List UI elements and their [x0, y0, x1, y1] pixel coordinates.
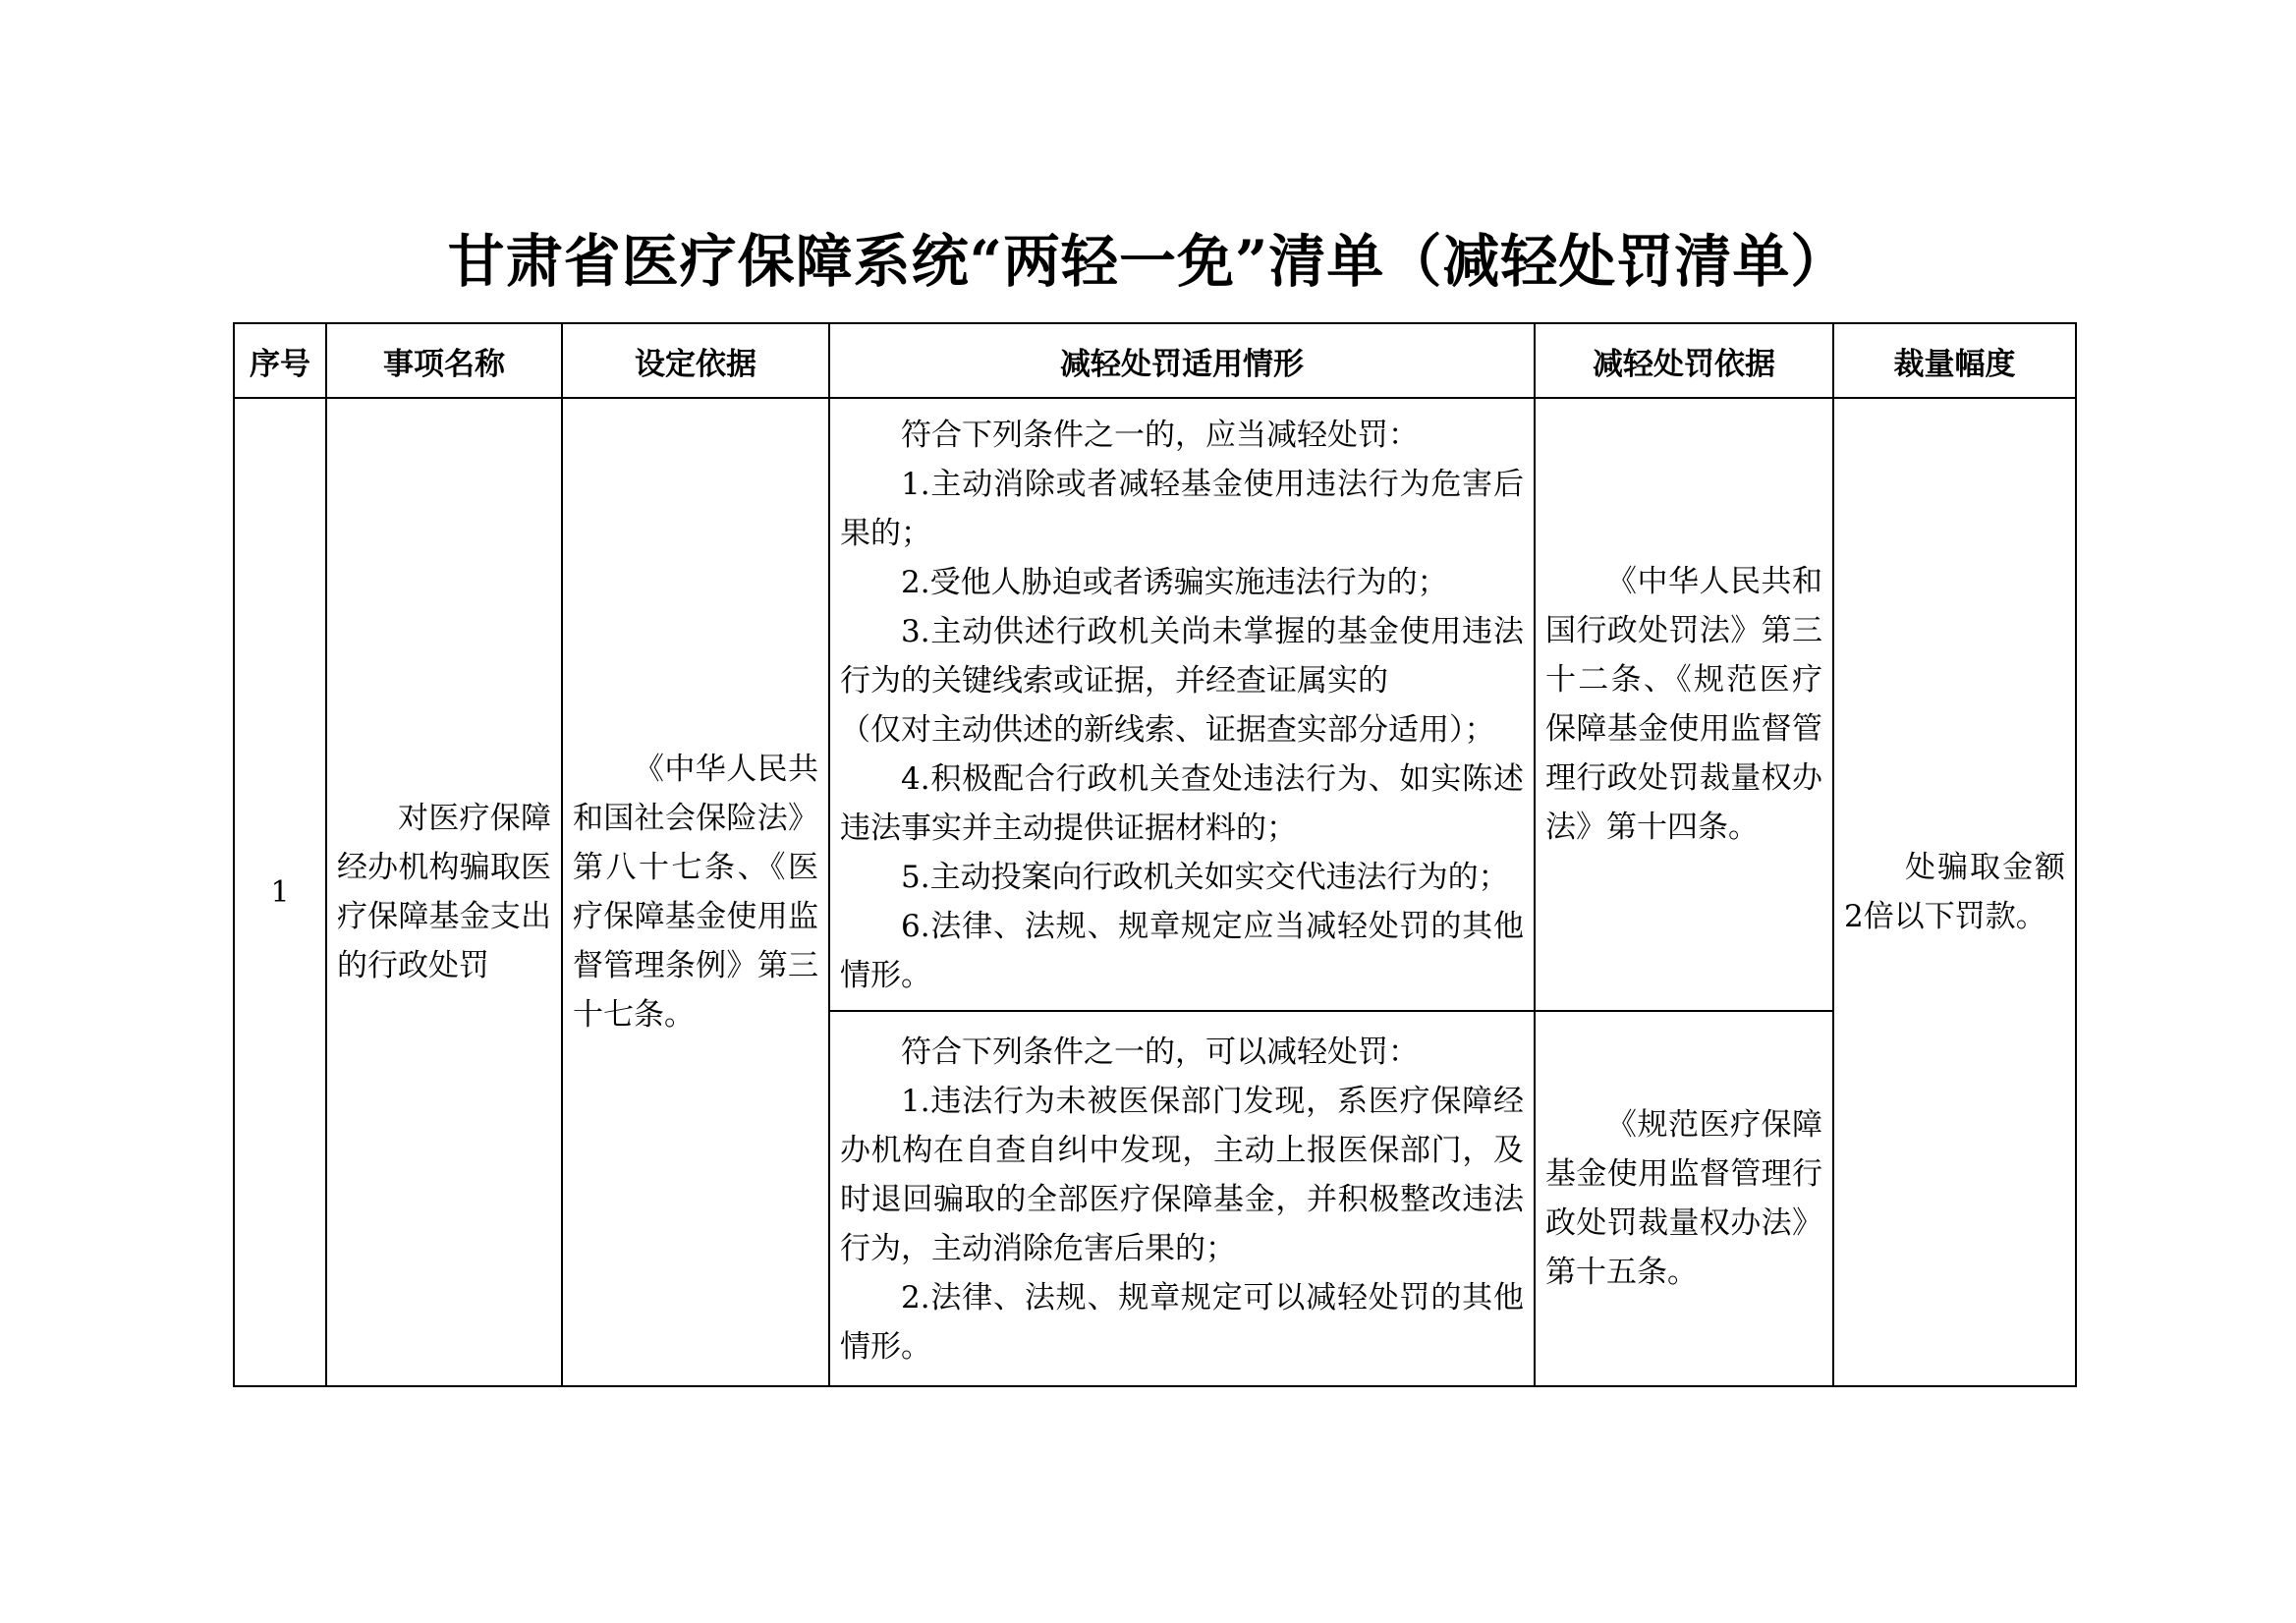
table-header-row [234, 323, 2076, 398]
item-name-cell [326, 398, 562, 1386]
condition-item: 1.违法行为未被医保部门发现，系医疗保障经办机构在自查自纠中发现，主动上报医保部门，及时退回骗取的全部医疗保障基金，并积极整改违法行为，主动消除危害后果的； [840, 1084, 1524, 1266]
discretion-range-cell [1833, 398, 2076, 1386]
page-title: 甘肃省医疗保障系统“两轻一免”清单（减轻处罚清单） [447, 228, 1849, 295]
condition-item: （仅对主动供述的新线索、证据查实部分适用）； [840, 712, 1495, 748]
table-row [234, 398, 2076, 1011]
header-discretion-range: 裁量幅度 [1833, 323, 2076, 398]
optional-conditions-cell [829, 1011, 1535, 1386]
condition-item: 符合下列条件之一的，应当减轻处罚： [901, 418, 1419, 453]
mandatory-conditions-list [830, 399, 1534, 1010]
condition-item: 2.受他人胁迫或者诱骗实施违法行为的； [901, 565, 1448, 600]
condition-item: 符合下列条件之一的，可以减轻处罚： [901, 1035, 1419, 1070]
discretion-range-text: 处骗取金额2倍以下罚款。 [1844, 850, 2065, 934]
mandatory-conditions-cell [829, 398, 1535, 1011]
header-item-name: 事项名称 [326, 323, 562, 398]
condition-item: 2.法律、法规、规章规定可以减轻处罚的其他情形。 [840, 1280, 1524, 1365]
mandatory-basis-text: 《中华人民共和国行政处罚法》第三十二条、《规范医疗保障基金使用监督管理行政处罚裁量权办法》第十四条。 [1545, 564, 1822, 845]
condition-item: 5.主动投案向行政机关如实交代违法行为的； [901, 860, 1509, 895]
condition-item: 1.主动消除或者减轻基金使用违法行为危害后果的； [840, 467, 1524, 551]
optional-basis-cell [1535, 1011, 1833, 1386]
item-name-text: 对医疗保障经办机构骗取医疗保障基金支出的行政处罚 [337, 801, 551, 983]
header-seq: 序号 [234, 323, 326, 398]
header-legal-basis: 设定依据 [562, 323, 829, 398]
legal-basis-text: 《中华人民共和国社会保险法》第八十七条、《医疗保障基金使用监督管理条例》第三十七条。 [573, 752, 818, 1033]
seq-cell: 1 [234, 398, 326, 1386]
header-mitigation-basis: 减轻处罚依据 [1535, 323, 1833, 398]
mandatory-basis-cell [1535, 398, 1833, 1011]
header-mitigation-conditions: 减轻处罚适用情形 [829, 323, 1535, 398]
condition-item: 3.主动供述行政机关尚未掌握的基金使用违法行为的关键线索或证据，并经查证属实的 [840, 614, 1524, 699]
penalty-reduction-table [233, 322, 2077, 1387]
optional-basis-text: 《规范医疗保障基金使用监督管理行政处罚裁量权办法》第十五条。 [1545, 1107, 1822, 1290]
optional-conditions-list [830, 1016, 1534, 1381]
legal-basis-cell [562, 398, 829, 1386]
condition-item: 6.法律、法规、规章规定应当减轻处罚的其他情形。 [840, 909, 1524, 993]
condition-item: 4.积极配合行政机关查处违法行为、如实陈述违法事实并主动提供证据材料的； [840, 761, 1524, 846]
